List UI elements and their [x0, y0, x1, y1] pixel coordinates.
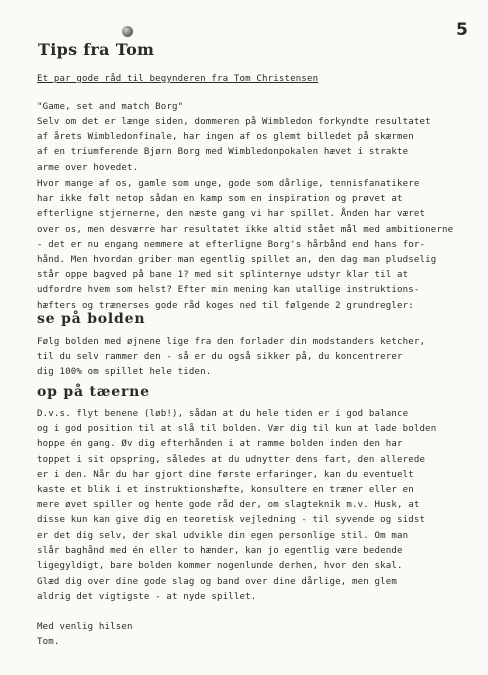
- text-line: Tom.: [37, 637, 60, 648]
- paragraph-2: [37, 177, 453, 314]
- text-line: arme over hovedet.: [37, 162, 139, 173]
- column-logo-text: Tips fra Tom: [38, 40, 155, 59]
- paragraph-3: [37, 335, 425, 381]
- text-line: kaste et blik i et instruktionshæfte, konsultere en træner eller en: [37, 485, 414, 496]
- text-line: er det dig selv, der skal udvikle din egen personlige stil. Om man: [37, 530, 409, 541]
- paragraph-1: [37, 115, 431, 176]
- text-line: efterligne stjernerne, den næste gang vi har spillet. Ånden har været: [37, 209, 426, 220]
- text-line: Hvor mange af os, gamle som unge, gode som dårlige, tennisfanatikere: [37, 179, 420, 189]
- text-line: - det er nu engang nemmere at efterligne Borg's hårbånd end hans for-: [37, 239, 426, 250]
- text-line: af en triumferende Bjørn Borg med Wimbledonpokalen hævet i strakte: [37, 147, 409, 158]
- text-line: disse kun kan give dig en teoretisk vejledning - til syvende og sidst: [37, 515, 426, 526]
- text-line: Glæd dig over dine gode slag og band over dine dårlige, men glem: [37, 577, 397, 587]
- text-line: D.v.s. flyt benene (løb!), sådan at du hele tiden er i god balance: [37, 409, 409, 419]
- text-line: Selv om det er længe siden, dommeren på Wimbledon forkyndte resultatet: [37, 117, 431, 127]
- text-line: har ikke følt netop sådan en kamp som en inspiration og prøvet at: [37, 194, 403, 205]
- text-line: ligegyldigt, bare bolden kommer nogenlunde derhen, hvor den skal.: [37, 561, 403, 572]
- paragraph-4: [37, 407, 436, 574]
- column-logo: [38, 40, 154, 59]
- text-line: hæfters og trænerses gode råd koges ned til følgende 2 grundregler:: [37, 300, 414, 311]
- tennis-ball-icon: [122, 26, 133, 37]
- text-line: over os, men desværre har resultatet ikke altid stået mål med ambitionerne: [37, 224, 454, 235]
- text-line: er i den. Når du har gjort dine første erfaringer, kan du eventuelt: [37, 469, 414, 480]
- text-line: står oppe bagved på bane 1? med sit splinternye udstyr klar til at: [37, 270, 409, 281]
- text-line: og i god position til at slå til bolden. Vær dig til kun at lade bolden: [37, 424, 437, 435]
- text-line: Følg bolden med øjnene lige fra den forlader din modstanders ketcher,: [37, 337, 426, 347]
- text-line: slår baghånd med én eller to hænder, kan jo egentlig være bedende: [37, 545, 403, 556]
- text-line: til du selv rammer den - så er du også sikker på, du koncentrerer: [37, 352, 403, 363]
- text-line: Med venlig hilsen: [37, 622, 133, 632]
- text-line: aldrig det vigtigste - at nyde spillet.: [37, 592, 257, 603]
- text-line: toppet i sit opspring, således at du udnytter dens fart, den allerede: [37, 454, 426, 465]
- section-heading-1: se på bolden: [37, 311, 146, 327]
- text-line: dig 100% om spillet hele tiden.: [37, 367, 212, 378]
- text-line: hånd. Men hvordan griber man egentlig spillet an, den dag man pludselig: [37, 255, 437, 266]
- text-line: mere øvet spiller og hente gode råd der, om slagteknik m.v. Husk, at: [37, 500, 420, 511]
- text-line: af årets Wimbledonfinale, har ingen af os glemt billedet på skærmen: [37, 132, 414, 143]
- closing-signature: [37, 620, 133, 650]
- page-number: 5: [456, 20, 468, 40]
- quote: "Game, set and match Borg": [37, 102, 184, 112]
- intro-title: Et par gode råd til begynderen fra Tom Christensen: [37, 74, 319, 84]
- text-line: hoppe én gang. Øv dig efterhånden i at ramme bolden inden den har: [37, 439, 403, 450]
- text-line: udfordre hvem som helst? Efter min mening kan utallige instruktions-: [37, 285, 420, 296]
- paragraph-5: [37, 575, 397, 605]
- section-heading-2: op på tæerne: [37, 384, 150, 400]
